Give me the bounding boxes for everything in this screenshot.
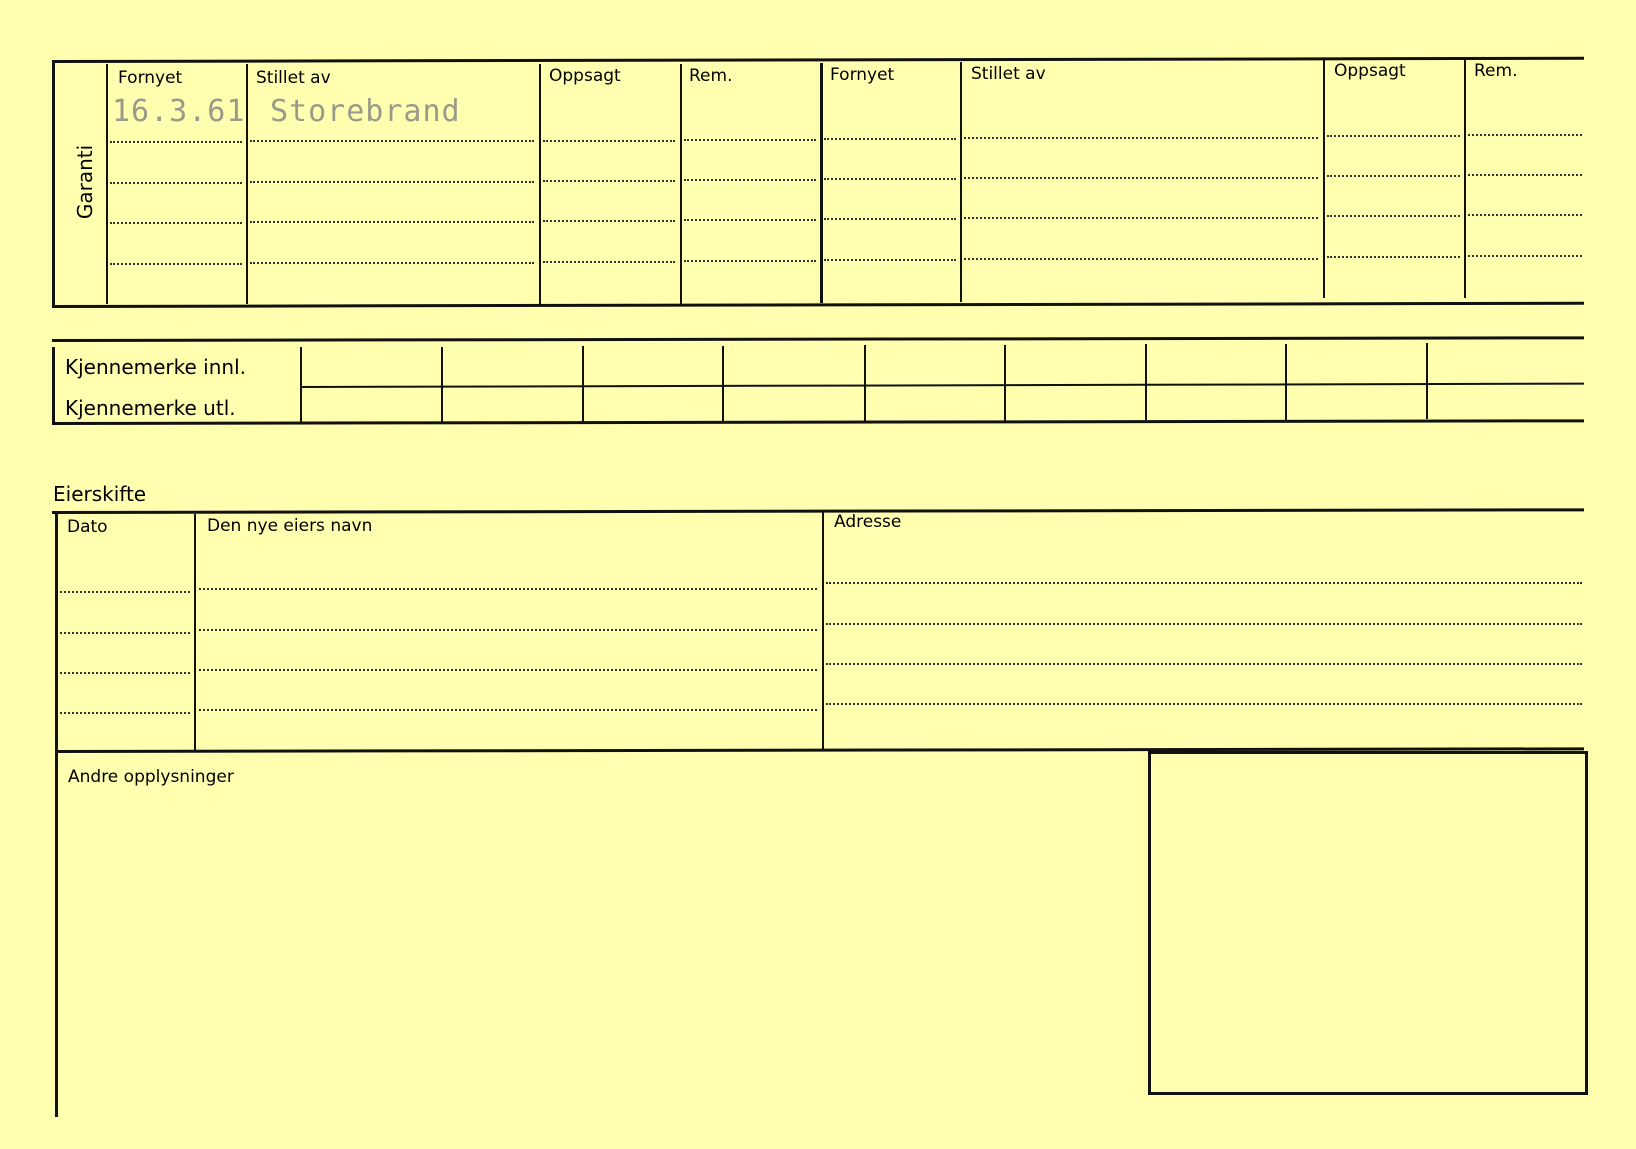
- divider: [300, 347, 302, 423]
- col-nye-eiers-navn: Den nye eiers navn: [207, 516, 373, 536]
- col-oppsagt-right: Oppsagt: [1334, 61, 1406, 81]
- kjennemerke-bottom-border: [52, 419, 1584, 425]
- entry-stillet-av: Storebrand: [270, 94, 461, 129]
- eierskifte-title: Eierskifte: [53, 482, 147, 506]
- divider: [722, 346, 724, 422]
- eierskifte-top-border: [52, 508, 1584, 514]
- col-rem-right: Rem.: [1474, 61, 1518, 81]
- col-adresse: Adresse: [834, 512, 902, 532]
- divider: [1145, 344, 1147, 420]
- stamp-box: [1148, 751, 1588, 1095]
- col-fornyet-left: Fornyet: [118, 68, 183, 88]
- divider: [1004, 345, 1006, 421]
- divider: [1464, 60, 1466, 298]
- garanti-bottom-border: [52, 302, 1584, 308]
- divider: [822, 512, 824, 750]
- col-stillet-av-right: Stillet av: [971, 64, 1046, 84]
- col-oppsagt-left: Oppsagt: [549, 66, 621, 86]
- kjennemerke-left-border: [52, 347, 55, 425]
- col-dato: Dato: [67, 517, 108, 537]
- kjennemerke-utl-label: Kjennemerke utl.: [65, 396, 236, 420]
- kjennemerke-innl-label: Kjennemerke innl.: [65, 355, 246, 379]
- card-left-border: [55, 513, 58, 1117]
- divider: [582, 346, 584, 422]
- divider: [1426, 343, 1428, 419]
- divider: [864, 345, 866, 421]
- kjennemerke-mid-line: [300, 383, 1584, 388]
- divider: [441, 347, 443, 423]
- divider: [106, 64, 108, 304]
- kjennemerke-top-border: [52, 336, 1584, 342]
- divider: [680, 64, 682, 304]
- divider: [539, 64, 541, 304]
- divider: [960, 62, 962, 302]
- divider: [1323, 60, 1325, 298]
- garanti-side-label: Garanti: [73, 144, 97, 220]
- entry-fornyet: 16.3.61: [112, 94, 246, 129]
- divider: [246, 64, 248, 304]
- col-fornyet-right: Fornyet: [830, 65, 895, 85]
- divider: [1285, 344, 1287, 420]
- col-stillet-av-left: Stillet av: [256, 68, 331, 88]
- divider: [194, 514, 196, 752]
- andre-opplysninger-label: Andre opplysninger: [68, 767, 234, 787]
- garanti-left-border: [52, 62, 55, 306]
- divider: [820, 63, 823, 303]
- col-rem-left: Rem.: [689, 66, 733, 86]
